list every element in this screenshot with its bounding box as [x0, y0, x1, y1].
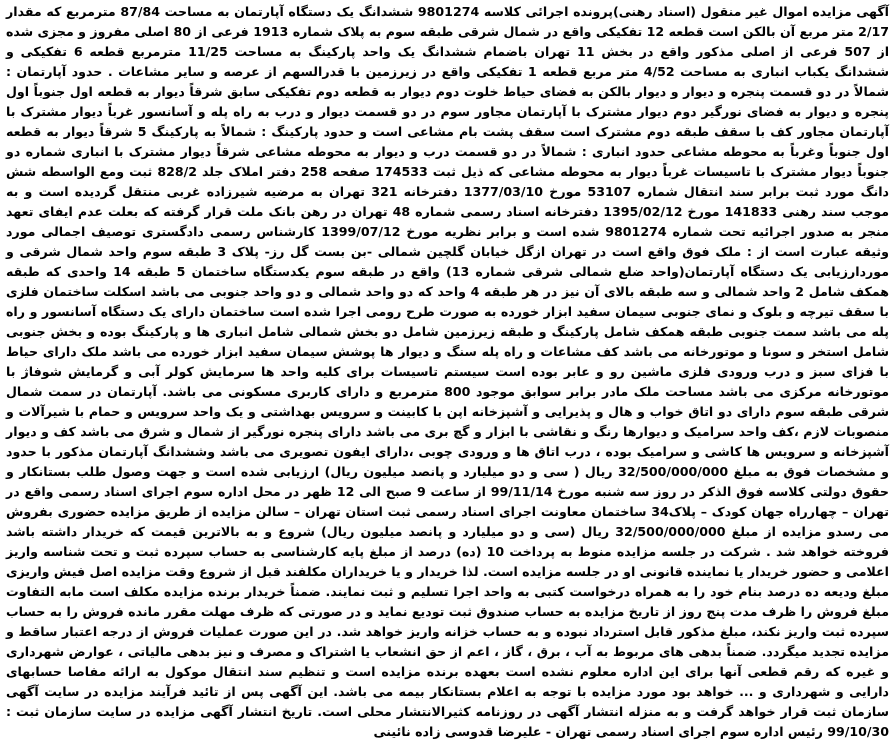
auction-notice-text: آگهی مزایده اموال غیر منقول (اسناد رهنی)پرونده اجرائی کلاسه 9801274 ششدانگ یک دستگاه آپارتمان به مساحت 87/84 مترمربع که مقدار 2/17 متر مربع آن بالکن است قطعه 12 تفکیکی واقع در شمال شرقی طبقه سوم به پلاک شماره 1913 فرعی از 80 اصلی مفروز و مجزی شده از 507 فرعی از اصلی مذکور واقع در بخش 11 تهران باضمام ششدانگ یک واحد پارکینگ به مساحت 11/25 مترمربع قطعه 6 تفکیکی و ششدانگ یکباب انباری به مساحت 4/52 متر مربع قطعه 1 تفکیکی واقع در زیرزمین با قدرالسهم از عرصه و سایر مشاعات . حدود آپارتمان : شمالاً در دو قسمت پنجره و دیوار و دیوار بالکن به فضای حیاط خلوت دوم دیوار به قطعه دوم تفکیکی سابق شرقاً دیوار به قطعه اول جنوباً اول پنجره و دیوار به فضای نورگیر دوم دیوار مشترک با آپارتمان مجاور سوم در دو قسمت دیوار و درب به راه پله و آسانسور غرباً دیوار مشترک با آپارتمان مجاور کف با سقف طبقه دوم مشترک است سقف پشت بام مشاعی است و حدود پارکینگ : شمالاً به پارکینگ 5 شرقاً دیوار به قطعه اول جنوباً وغرباً به محوطه مشاعی حدود انباری : شمالاً در دو قسمت درب و دیوار به محوطه مشاعی شرقاً دیوار مشترک با انباری شماره دو جنوباً دیوار مشترک با تاسیسات غرباً دیوار به محوطه مشاعی که ذیل ثبت 174533 صفحه 258 دفتر املاک جلد 828/2 ثبت ومع الواسطه شش دانگ مورد ثبت برابر سند انتقال شماره 53107 مورخ 1377/03/10 دفترخانه 321 تهران به مرضیه شیرزاده غربی منتقل گردیده است و به موجب سند رهنی 141833 مورخ 1395/02/12 دفترخانه اسناد رسمی شماره 48 تهران در رهن بانک ملت قرار گرفته که بعلت عدم ایفای تعهد منجر به صدور اجرائیه تحت شماره 9801274 شده است و برابر نظریه مورخ 1399/07/12 کارشناس رسمی دادگستری توصیف اجمالی مورد وثیقه عبارت است از : ملک فوق واقع است در تهران ازگل خیابان گلچین شمالی -بن بست گل رز- پلاک 3 طبقه سوم واحد شمال شرقی و موردارزیابی یک دستگاه آپارتمان(واحد ضلع شمالی شرقی شماره 13) واقع در طبقه سوم یکدستگاه ساختمان 5 طبقه 14 واحدی که طبقه همکف شامل 2 واحد شمالی و سه طبقه بالای آن نیز در هر طبقه 4 واحد که دو واحد شمالی و دو واحد جنوبی می باشد اسکلت ساختمان فلزی با سقف تیرچه و بلوک و نمای جنوبی سیمان سفید ابزار خورده به صورت طرح رومی اجرا شده است ساختمان دارای یک دستگاه آسانسور و راه پله می باشد سمت جنوبی طبقه همکف شامل پارکینگ و طبقه زیرزمین شامل دو بخش شمالی شامل انباری ها و پارکینگ بوده و بخش جنوبی شامل استخر و سونا و موتورخانه می باشد کف مشاعات و راه پله سنگ و دیوار ها پوشش سیمان سفید ابزار خورده می باشد ملک دارای حیاط با فزای سبز و درب ورودی فلزی ماشین رو و عابر بوده است سیستم تاسیسات برای کلیه واحد ها سرمایش کولر آبی و گرمایش شوفاژ با موتورخانه مرکزی می باشد مساحت ملک مادر برابر سوابق موجود 800 مترمربع و دارای کاربری مسکونی می باشد. آپارتمان در سمت شمال شرقی طبقه سوم دارای دو اتاق خواب و هال و پذیرایی و آشپزخانه اپن با کابینت و سرویس بهداشتی و یک واحد سرویس و حمام با شیرآلات و منصوبات لازم ،کف واحد سرامیک و دیوارها رنگ و نقاشی با ابزار و گچ بری می باشد دارای پنجره نورگیر از شمال و شرق می باشد کف و دیوار آشپزخانه و سرویس ها کاشی و سرامیک بوده ، درب اتاق ها و ورودی چوبی ،دارای ایفون تصویری می باشد وششدانگ آپارتمان مذکور با حدود و مشخصات فوق به مبلغ 32/500/000/000 ریال ( سی و دو میلیارد و پانصد میلیون ریال) ارزیابی شده است و جهت وصول طلب بستانکار و حقوق دولتی کلاسه فوق الذکر در روز سه شنبه مورخ 99/11/14 از ساعت 9 صبح الی 12 ظهر در محل اداره سوم اجرای اسناد رسمی واقع در تهران – چهارراه جهان کودک – پلاک34 ساختمان معاونت اجرای اسناد رسمی ثبت استان تهران – سالن مزایده از طریق مزایده حضوری بفروش می رسدو مزایده از مبلغ 32/500/000/000 ریال (سی و دو میلیارد و پانصد میلیون ریال) شروع و به بالاترین قیمت که خریدار داشته باشد فروخته خواهد شد . شرکت در جلسه مزایده منوط به پرداخت 10 (ده) درصد از مبلغ پایه کارشناسی به حساب سپرده ثبت و تحت شناسه واریز اعلامی و حضور خریدار یا نماینده قانونی او در جلسه مزایده است. لذا خریدار و یا خریداران مکلفند قبل از شروع وقت مزایده اصل فیش واریزی مبلغ ودیعه ده درصد بنام خود را به همراه درخواست کتبی به واحد اجرا تسلیم و ثبت نمایند. ضمناً خریدار برنده مزایده مکلف است مابه التفاوت مبلغ فروش را ظرف مدت پنج روز از تاریخ مزایده به حساب صندوق ثبت تودیع نماید و در صورتی که ظرف مهلت مقرر مانده فروش را به حساب سپرده ثبت واریز نکند، مبلغ مذکور قابل استرداد نبوده و به حساب خزانه واریز خواهد شد. در این صورت عملیات فروش از درجه اعتبار ساقط و مزایده تجدید میگردد. ضمناً بدهی های مربوط به آب ، برق ، گاز ، اعم از حق انشعاب یا اشتراک و مصرف و نیز بدهی مالیاتی ، عوارض شهرداری و غیره که رقم قطعی آنها برای این اداره معلوم نشده است بعهده برنده مزایده است و تنظیم سند انتقال موکول به ارائه مفاصا حسابهای دارایی و شهرداری و ... خواهد بود مورد مزایده با توجه به اعلام بستانکار بیمه می باشد. این آگهی پس از تائید فرآیند مزایده در سایت آگهی سازمان ثبت قرار خواهد گرفت و به منزله انتشار آگهی در روزنامه کثیرالانتشار محلی است. تاریخ انتشار آگهی مزایده در سایت سازمان ثبت : 99/10/30 رئیس اداره سوم اجرای اسناد رسمی تهران - علیرضا قدوسی زاده نائینی: [6, 4, 890, 739]
